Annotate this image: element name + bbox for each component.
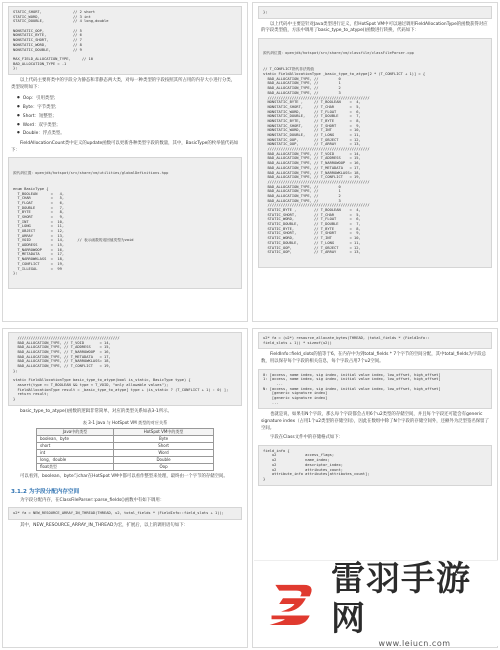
code-line: ... xyxy=(263,400,279,405)
code-line: BAD_ALLOCATION_TYPE, // 3 xyxy=(263,90,341,95)
paragraph-generic-signature: 也就是说，如果有N个字段，那么每个字段都会占用6个u2类型的存储空间，并且每个字段还可能会有generic signature index（占用1个u2类型的存储空间），因此在数组中除了N个字段的存储空间外，还额外为泛型签名保留了空间。 xyxy=(261,412,489,431)
code-line: T_METADATA = 17, xyxy=(13,252,65,257)
code-line: BAD_ALLOCATION_TYPE, // 0 xyxy=(263,76,341,81)
paragraph-table-intro: basic_type_to_atype()函数的逻辑非常简单，对应的类型关系如表3-1所示。 xyxy=(20,408,172,414)
code-line: ////////////////////////////////////////////// xyxy=(13,336,120,340)
code-line: u2 descriptor_index; xyxy=(263,462,343,467)
table-header-row xyxy=(37,429,214,436)
logo-swoosh-top xyxy=(275,584,311,595)
table-row xyxy=(37,464,214,471)
code-line: BAD_ALLOCATION_TYPE, // T_NARROWOOP = 16, xyxy=(13,350,111,355)
code-source-path: 源代码位置：openjdk/hotspot/src/share/vm/classfile/classFileParser.cpp xyxy=(263,51,414,56)
code-line: FieldAllocationType result = _basic_type_to_atype[ type + (is_static ? (T_CONFLICT + 1) : 0) ]; xyxy=(13,387,229,392)
code-line: BAD_ALLOCATION_TYPE, // 2 xyxy=(263,193,341,198)
table-row xyxy=(37,450,214,457)
code-line: NONSTATIC_SHORT, // T_SHORT = 9, xyxy=(263,123,361,128)
table-cell: Double xyxy=(114,457,214,464)
code-line: STATIC_BYTE , // T_BOOLEAN = 4, xyxy=(263,208,361,213)
code-line: static FieldAllocationType basic_type_to_atype(bool is_static, BasicType type) { xyxy=(13,378,191,383)
code-line: u2* fa = (u2*) resource_allocate_bytes(THREAD, (total_fields * (FieldInfo:: xyxy=(263,336,430,340)
code-line: T_NARROWKLASS = 18, xyxy=(13,257,65,262)
code-line: BAD_ALLOCATION_TYPE, // T_NARROWKLASS= 18, xyxy=(263,170,361,175)
watermark-url: www.leiucn.com xyxy=(378,639,451,648)
code-line: ////////////////////////////////////////////// xyxy=(263,95,370,100)
code-block-resource-allocate xyxy=(258,332,492,349)
document-page-3 xyxy=(2,328,248,648)
code-line: T_BOOLEAN = 4, xyxy=(13,191,65,196)
logo-swoosh-bottom xyxy=(270,615,310,625)
code-line: T_SHORT = 9, xyxy=(13,214,65,219)
code-line: STATIC_WORD, // 3 int xyxy=(13,14,91,19)
code-source-path: 源代码位置：openjdk/hotspot/src/share/vm/utilities/globalDefinitions.hpp xyxy=(13,170,169,175)
table-cell: Byte xyxy=(114,436,214,443)
code-line: assert(type >= T_BOOLEAN && type < T_VOID, "only allowable values"); xyxy=(13,382,169,387)
code-line: [generic signature index] xyxy=(263,391,328,396)
table-cell: boolean、byte xyxy=(37,436,114,443)
code-line: NONSTATIC_WORD, // 8 xyxy=(13,42,82,47)
paragraph-macro-expansion: 其中，NEW_RESOURCE_ARRAY_IN_THREAD为宏，扩展后，以上的调用语句如下： xyxy=(20,523,188,529)
code-line: } xyxy=(263,476,266,481)
code-line: STATIC_SHORT, // T_SHORT = 9, xyxy=(263,231,361,236)
code-block-atype-function xyxy=(8,332,242,406)
code-line: BAD_ALLOCATION_TYPE, // T_METADATA = 17, xyxy=(13,354,111,359)
code-line: u2* fa = NEW_RESOURCE_ARRAY_IN_THREAD(THREAD, u2, total_fields * (FieldInfo::field_slots + 1)); xyxy=(13,511,224,516)
paragraph-class-format: 字段在Class文件中的存储格式如下： xyxy=(270,435,344,441)
code-line: NONSTATIC_DOUBLE, // 9 xyxy=(13,47,82,52)
code-line: BAD_ALLOCATION_TYPE, // 2 xyxy=(263,86,341,91)
code-line: T_CONFLICT = 19, xyxy=(13,261,65,266)
code-line: STATIC_OOP, // T_OBJECT = 12, xyxy=(263,245,361,250)
watermark-title: 雷羽手游网 xyxy=(331,559,472,639)
code-line: T_FLOAT = 6, xyxy=(13,200,65,205)
code-line: BAD_ALLOCATION_TYPE, // T_ADDRESS = 15, xyxy=(13,345,111,350)
code-line: ////////////////////////////////////////////// xyxy=(263,147,370,152)
code-line: STATIC_WORD, // T_FLOAT = 6, xyxy=(263,217,361,222)
bullet-item: ● Oop：引用类型； xyxy=(17,94,233,103)
code-line: u2 access_flags; xyxy=(263,453,335,458)
code-line: 0: [access, name index, sig index, initial value index, low_offset, high_offset] xyxy=(263,372,441,377)
code-line: BAD_ALLOCATION_TYPE, // 1 xyxy=(263,189,341,194)
code-block-basic-type-to-atype xyxy=(258,38,492,268)
code-line: ... xyxy=(263,381,283,386)
code-line: BAD_ALLOCATION_TYPE, // 0 xyxy=(263,184,341,189)
code-line: attribute_info attributes[attributes_count]; xyxy=(263,472,370,477)
code-line: STATIC_SHORT, // 2 short xyxy=(13,10,96,14)
code-line: return result; xyxy=(13,392,49,397)
code-line: NONSTATIC_WORD, // T_INT = 10, xyxy=(263,128,361,133)
code-line: BAD_ALLOCATION_TYPE, // T_VOID = 14, xyxy=(13,340,111,345)
table-cell: short xyxy=(37,443,114,450)
site-watermark xyxy=(254,560,498,646)
code-line: T_VOID = 14, // 表示函数的返回值类型为void xyxy=(13,238,134,243)
code-block-enum-tail xyxy=(8,6,242,75)
code-line: BAD_ALLOCATION_TYPE, // T_NARROWOOP = 16, xyxy=(263,161,361,166)
section-heading: 3.1.2 为字段分配内存空间 xyxy=(11,488,80,495)
code-line: NONSTATIC_DOUBLE, // T_LONG = 11, xyxy=(263,133,361,138)
code-lines xyxy=(13,187,237,276)
code-line: MAX_FIELD_ALLOCATION_TYPE, // 10 xyxy=(13,56,93,61)
code-line: }; xyxy=(13,66,18,71)
paragraph-field-types-intro: 以上代码主要将类中的字段分为静态和非静态两大类，对每一种类型的字段按照其所占用的内存大小进行分类，类型说明如下： xyxy=(11,77,236,90)
code-line: u2 name_index; xyxy=(263,458,330,463)
document-page-1 xyxy=(2,2,248,322)
code-line: STATIC_WORD, // T_INT = 10, xyxy=(263,236,361,241)
code-line: NONSTATIC_BYTE , // T_BOOLEAN = 4, xyxy=(263,100,361,105)
type-mapping-table xyxy=(36,428,214,471)
watermark-text xyxy=(331,559,498,648)
code-line: ////////////////////////////////////////////// xyxy=(263,179,370,184)
table-row xyxy=(37,457,214,464)
table-cell: long、double xyxy=(37,457,114,464)
code-line: T_OBJECT = 12, xyxy=(13,229,65,233)
brand-logo-icon xyxy=(262,572,323,636)
document-page-2 xyxy=(252,2,498,322)
logo-swoosh-mid xyxy=(279,598,306,611)
code-line: BAD_ALLOCATION_TYPE, // 1 xyxy=(263,81,341,86)
code-line: STATIC_SHORT, // T_CHAR = 5, xyxy=(263,212,361,217)
code-line: enum BasicType { xyxy=(13,186,49,191)
code-line: BAD_ALLOCATION_TYPE, // T_ADDRESS = 15, xyxy=(263,156,361,161)
code-block-basic-type xyxy=(8,157,242,289)
code-line: field_slots + 1)) * sizeof(u2)) xyxy=(263,340,332,345)
code-line: BAD_ALLOCATION_TYPE, // T_CONFLICT = 19, xyxy=(263,175,361,180)
code-line: [generic signature index] xyxy=(263,396,328,400)
code-line: NONSTATIC_OOP, // T_OBJECT = 12, xyxy=(263,137,361,142)
code-line: }; xyxy=(13,368,18,373)
table-body xyxy=(37,436,214,471)
code-line: NONSTATIC_SHORT, // 7 xyxy=(13,38,82,43)
code-line: STATIC_DOUBLE, // 4 long,double xyxy=(13,19,109,24)
code-line: NONSTATIC_SHORT, // T_CHAR = 5, xyxy=(263,104,361,109)
code-line: }; xyxy=(13,271,18,276)
code-block-new-resource-array xyxy=(8,507,242,520)
code-line: STATIC_DOUBLE, // T_DOUBLE = 7, xyxy=(263,222,361,227)
code-line: STATIC_DOUBLE, // T_LONG = 11, xyxy=(263,240,361,245)
table-header-hotspot: HotSpot VM中的类型 xyxy=(114,429,214,436)
code-line: T_ARRAY = 13, xyxy=(13,233,65,238)
table-cell: Short xyxy=(114,443,214,450)
code-line: BAD_ALLOCATION_TYPE, // 3 xyxy=(263,198,341,203)
table-caption: 表 3-1 Java 与 HotSpot VM 类型的对应关系 xyxy=(82,420,168,426)
paragraph-field-slots: FieldInfo::field_slots的值等于6。在内存中为到total_fields * 7个字节的空间分配，其中total_fields为字段总数，用以保存每个字段的相关信息，每个字段占用7个u2空间。 xyxy=(261,352,486,364)
code-line: field_info { xyxy=(263,448,290,453)
paragraph-update-function: FieldAllocationCount类中定义的update函数可以更新各种类型字段的数量，其中，BasicType的枚举值代码如下： xyxy=(11,141,239,153)
code-line: NONSTATIC_BYTE, // T_BYTE = 8, xyxy=(263,118,361,123)
code-line: BAD_ALLOCATION_TYPE, // T_VOID = 14, xyxy=(263,151,361,156)
code-lines xyxy=(263,67,487,255)
code-line: 1: [access, name index, sig index, initial value index, low_offset, high_offset] xyxy=(263,377,441,382)
table-header-java: Java中的类型 xyxy=(37,429,114,436)
code-block-field-layout xyxy=(258,369,492,410)
code-line: BAD_ALLOCATION_TYPE, // T_CONFLICT = 19, xyxy=(13,364,111,369)
code-line: NONSTATIC_OOP, // T_ARRAY = 13, xyxy=(263,142,361,147)
bullet-item: ● Double：浮点类型。 xyxy=(17,129,233,138)
code-line: }; xyxy=(263,10,268,14)
code-line: T_LONG = 11, xyxy=(13,224,65,229)
code-line: T_ADDRESS = 15, xyxy=(13,243,65,248)
code-line: STATIC_BYTE, // T_BYTE = 8, xyxy=(263,226,361,231)
paragraph-byte-char-note: 可以看到，boolean、byte与char在HotSpot VM中都可以看作整型来处理，最终由一个字节的存储空间。 xyxy=(20,474,228,480)
code-line: N: [access, name index, sig index, initial value index, low_offset, high_offset] xyxy=(263,386,441,391)
code-line: NONSTATIC_BYTE, // 6 xyxy=(13,33,82,38)
code-line: BAD_ALLOCATION_TYPE = -1 xyxy=(13,61,67,66)
table-cell: float类型 xyxy=(37,464,114,471)
table-row xyxy=(37,436,214,443)
paragraph-parse-fields: 为字段分配内存，在ClassFileParser::parse_fields()函数中有如下调用： xyxy=(20,497,165,503)
table-cell: Oop xyxy=(114,464,214,471)
bullet-item: ● Short：短整型； xyxy=(17,112,233,121)
code-block-closing xyxy=(258,6,492,19)
code-line: T_BYTE = 8, xyxy=(13,210,65,215)
code-line: T_INT = 10, xyxy=(13,219,65,224)
paragraph-atype-intro: 以上代码中主要是针对Java类型进行定义，但HotSpot VM中可以通过调用FieldAllocationType的函数获得对应的字段类型值，方法中调用了basic_type_to_atype()函数进行转换，代码如下： xyxy=(261,21,488,34)
code-line: BAD_ALLOCATION_TYPE, // T_METADATA = 17, xyxy=(263,165,361,170)
bullet-item: ● Word：双字类型； xyxy=(17,121,233,130)
code-line: NONSTATIC_DOUBLE, // T_DOUBLE = 7, xyxy=(263,114,361,119)
table-row xyxy=(37,443,214,450)
code-line: BAD_ALLOCATION_TYPE, // T_NARROWKLASS= 18, xyxy=(13,359,111,364)
table-cell: Word xyxy=(114,450,214,457)
code-line: T_NARROWOOP = 16, xyxy=(13,247,65,252)
code-line: ////////////////////////////////////////////// xyxy=(263,203,370,208)
code-line: } xyxy=(13,396,16,401)
table-cell: int xyxy=(37,450,114,457)
code-line: T_CHAR = 5, xyxy=(13,196,65,201)
code-line: NONSTATIC_WORD, // T_FLOAT = 6, xyxy=(263,109,361,114)
code-line: u2 attributes_count; xyxy=(263,467,343,472)
code-line: T_ILLEGAL = 99 xyxy=(13,266,62,271)
bullet-item: ● Byte：字节类型； xyxy=(17,103,233,112)
code-line: STATIC_OOP, // T_ARRAY = 13, xyxy=(263,250,361,255)
code-block-field-info xyxy=(258,445,492,486)
code-line: // T_CONFLICT指代非法的值 xyxy=(263,67,314,72)
code-line: T_DOUBLE = 7, xyxy=(13,205,65,210)
code-line: NONSTATIC_OOP, // 5 xyxy=(13,28,82,33)
bullet-list-types xyxy=(17,94,233,138)
code-line: static FieldAllocationType _basic_type_to_atype[2 * (T_CONFLICT + 1)] = { xyxy=(263,72,426,77)
